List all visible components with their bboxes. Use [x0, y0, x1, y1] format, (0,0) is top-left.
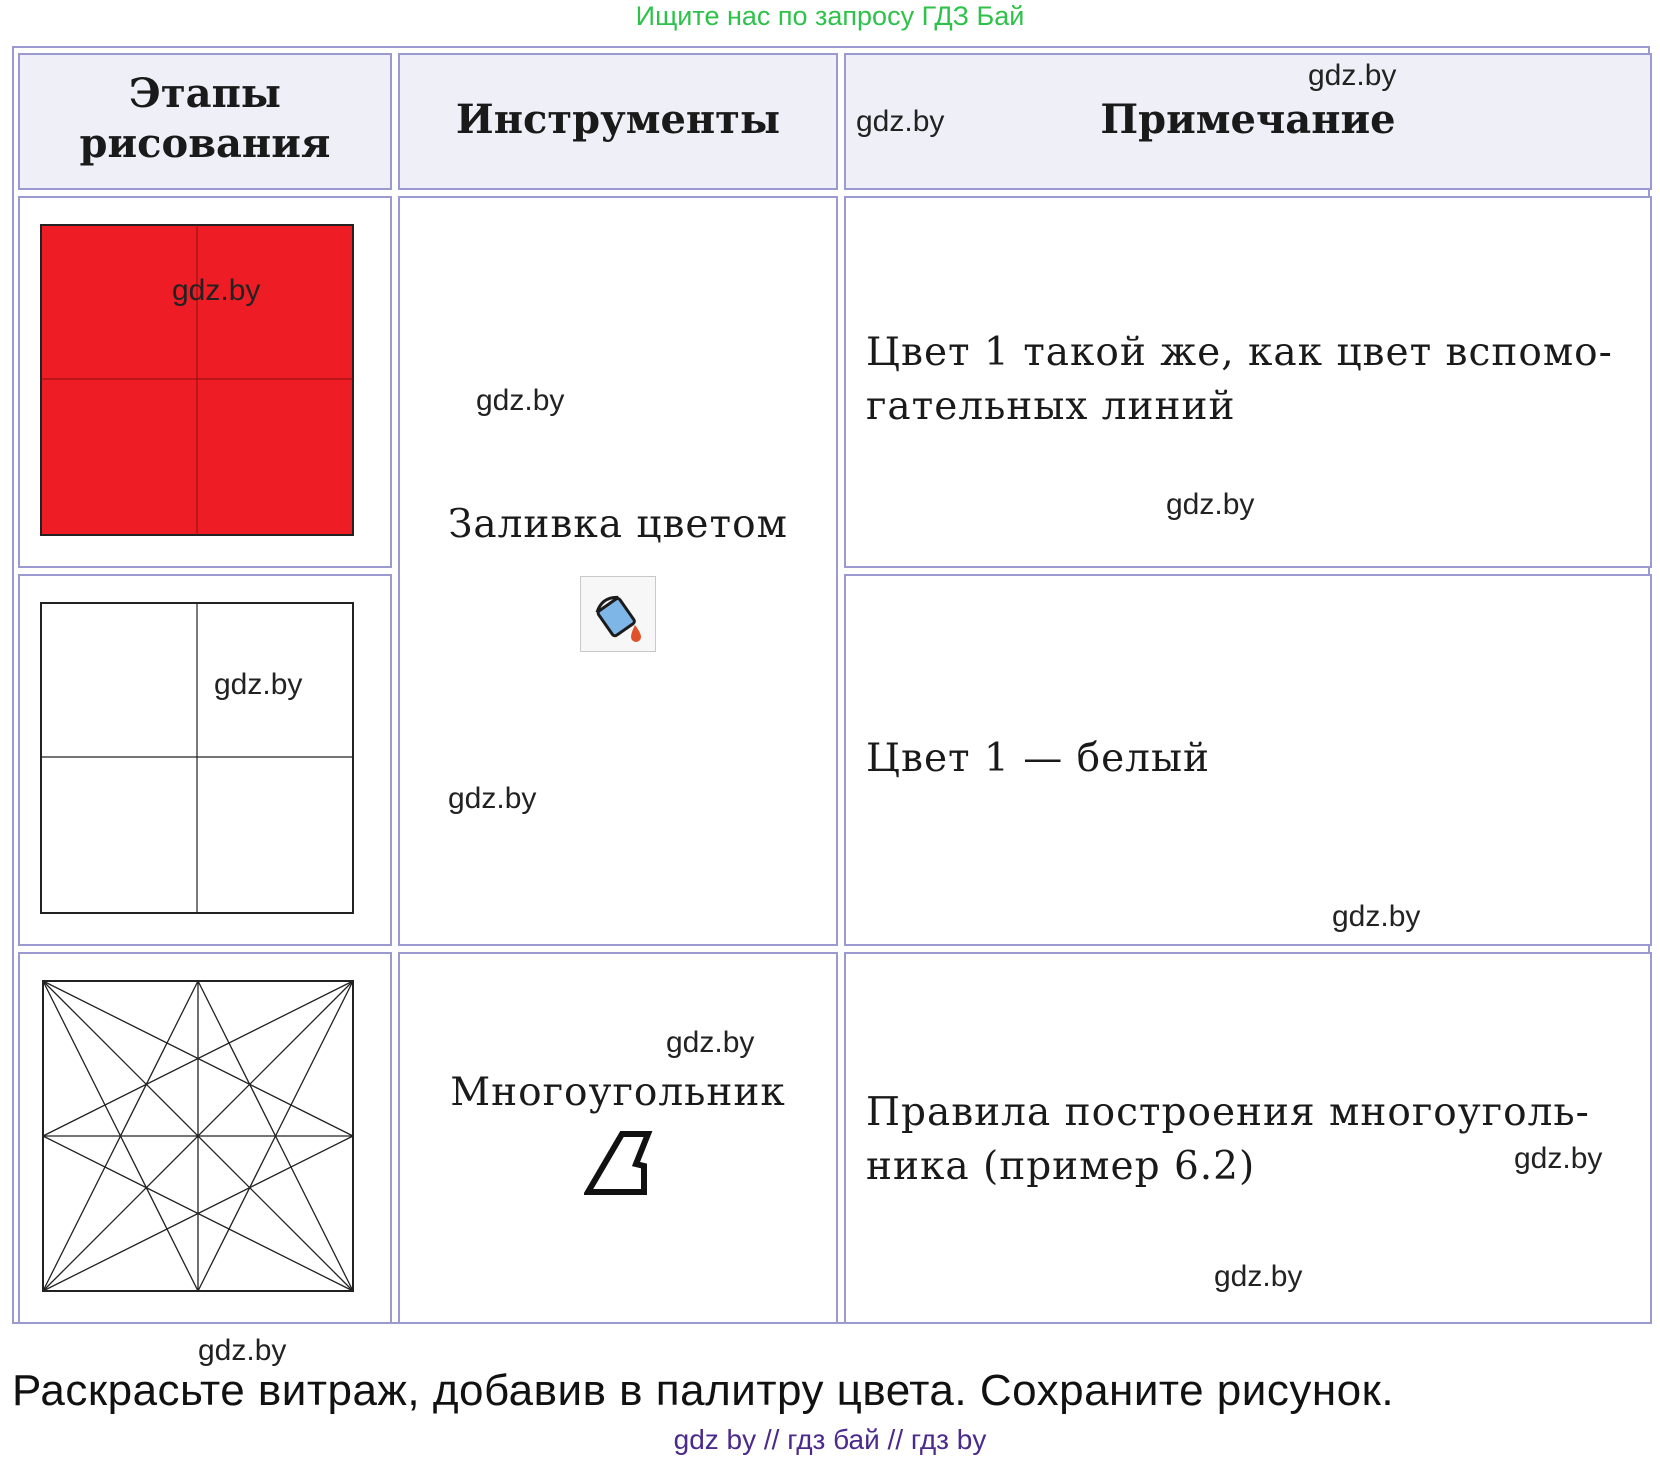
note-2-text: Цвет 1 — белый — [866, 736, 1210, 781]
watermark: gdz.by — [1214, 1260, 1303, 1293]
watermark: gdz.by — [666, 1026, 755, 1059]
top-promo-text: Ищите нас по запросу ГДЗ Бай — [635, 1, 1025, 31]
fill-tool-label: Заливка цветом — [448, 502, 788, 547]
header-tools-cell — [398, 53, 838, 190]
stage-cell-3 — [18, 952, 392, 1324]
footer-links: gdz by // гдз бай // гдз by — [673, 1424, 987, 1455]
watermark: gdz.by — [1514, 1142, 1603, 1175]
header-note-cell — [844, 53, 1652, 190]
polygon-tool-label: Многоугольник — [450, 1070, 786, 1115]
note-cell-2 — [844, 574, 1652, 946]
note-3-line2: ника (пример 6.2) — [866, 1144, 1256, 1189]
header-note-label: Примечание — [1100, 96, 1396, 143]
tool-polygon-cell — [398, 952, 838, 1324]
tool-fill-cell — [398, 196, 838, 946]
watermark: gdz.by — [172, 274, 261, 307]
task-instruction-text: Раскрасьте витраж, добавив в палитру цвета. Сохраните рисунок. — [12, 1366, 1395, 1415]
paint-bucket-icon — [580, 576, 656, 652]
polygon-tool-icon — [584, 1130, 654, 1196]
star-construction-drawing — [42, 980, 356, 1294]
red-filled-square — [40, 224, 356, 538]
watermark: gdz.by — [1332, 900, 1421, 933]
note-1-line1: Цвет 1 такой же, как цвет вспомо- — [866, 330, 1613, 375]
header-tools-label: Инструменты — [455, 96, 781, 143]
header-stages-line2: рисования — [79, 120, 331, 167]
watermark: gdz.by — [1308, 59, 1397, 92]
watermark: gdz.by — [448, 782, 537, 815]
watermark: gdz.by — [214, 668, 303, 701]
note-1-line2: гательных линий — [866, 384, 1236, 429]
stage-cell-1 — [18, 196, 392, 568]
note-cell-3 — [844, 952, 1652, 1324]
watermark: gdz.by — [198, 1334, 287, 1367]
header-stages-cell — [18, 53, 392, 190]
stage-cell-2 — [18, 574, 392, 946]
note-cell-1 — [844, 196, 1652, 568]
watermark: gdz.by — [1166, 488, 1255, 521]
note-3-line1: Правила построения многоуголь- — [866, 1090, 1590, 1135]
white-square-grid — [40, 602, 356, 916]
watermark: gdz.by — [476, 384, 565, 417]
watermark: gdz.by — [856, 105, 945, 138]
header-stages-line1: Этапы — [129, 70, 281, 117]
